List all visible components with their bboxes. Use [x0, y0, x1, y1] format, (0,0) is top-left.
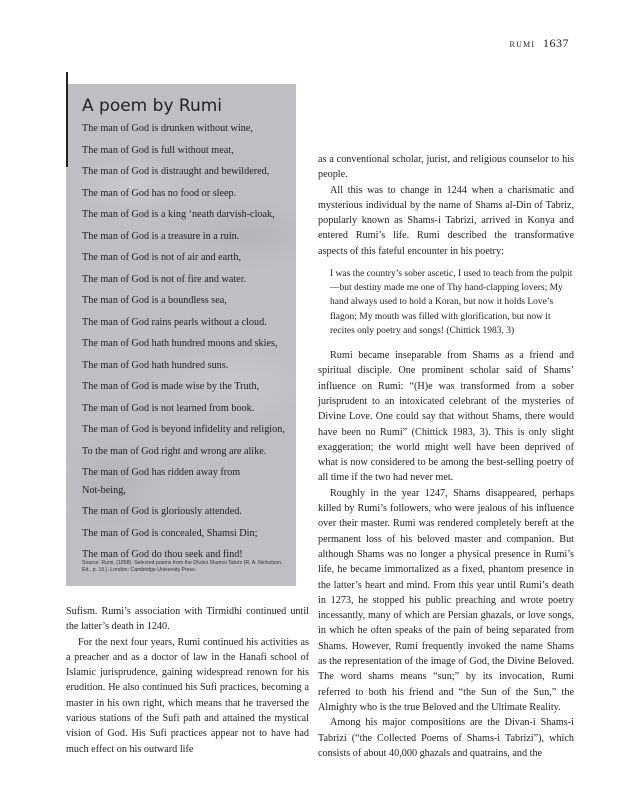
block-quote: I was the country’s sober ascetic, I used to teach from the pulpit—but destiny made me one of Thy hand-clapping lovers; My hand always used to hold a Koran, but now it holds Love’s flagon; My mouth was filled with glorification, but now it recites only poetry and songs! (Chittick 1983, 3): [330, 269, 573, 336]
body-paragraph: Among his major compositions are the Divan-i Shams-i Tabrizi (“the Collected Poems of Shams-i Tabrizi”), which consists of about 40,000 ghazals and quatrains, and the: [318, 717, 574, 759]
poem-line: The man of God is drunken without wine,: [82, 123, 253, 134]
poem-line: The man of God do thou seek and find!: [82, 549, 243, 560]
poem-line: To the man of God right and wrong are alike.: [82, 445, 267, 457]
poem-line: The man of God is not learned from book.: [82, 402, 255, 414]
poem-line: The man of God has ridden away from: [82, 467, 241, 478]
body-paragraph: For the next four years, Rumi continued his activities as a preacher and as a doctor of law in the Hanafi school of Islamic jurisprudence, gaining widespread renown for his erudition. He also continued his Sufi practices, becoming a master in his own right, which means that he traversed the various stations of the Sufi path and attained the mystical vision of God. His Sufi practices appear not to have had much effect on his outward life: [66, 636, 309, 755]
body-paragraph: Rumi became inseparable from Shams as a friend and spiritual disciple. One prominent scholar said of Shams’ influence on Rumi: “(H)e was transformed from a sober jurisprudent to an intoxicated celebrant of the mysteries of Divine Love. One could say that without Shams, there would have been no Rumi” (Chittick 1983, 3). This is only slight exaggeration; the world might well have been deprived of what is now considered to be among the best-selling poetry of all time if the two had never met.: [318, 350, 574, 484]
poem-line: The man of God is beyond infidelity and religion,: [82, 424, 285, 435]
poem-line: The man of God is a boundless sea,: [82, 295, 227, 306]
poem-line: The man of God hath hundred moons and skies,: [82, 338, 278, 349]
running-title: rumi: [509, 38, 536, 50]
poem-line: The man of God is a treasure in a ruin.: [82, 230, 240, 242]
poem-line: The man of God is made wise by the Truth,: [82, 381, 260, 392]
body-paragraph: Sufism. Rumi’s association with Tirmidhi continued until the latter’s death in 1240.: [66, 606, 309, 633]
right-column: [318, 152, 574, 761]
page-number: 1637: [543, 36, 569, 50]
poem-line: The man of God is distraught and bewildered,: [82, 166, 270, 177]
body-paragraph: Roughly in the year 1247, Shams disappeared, perhaps killed by Rumi’s followers, who were jealous of his influence over their master. Rumi was rendered completely bereft at the permanent loss of his beloved master and companion. But although Shams was no longer a physical presence in Rumi’s life, he became immortalized as a fixed, phantom presence in the latter’s heart and mind. From this year until Rumi’s death in 1273, he stopped his public preaching and wrote poetry incessantly, many of which are Persian ghazals, or love songs, in which he often speaks of the pain of being separated from Shams. However, Rumi frequently invoked the name Shams as the representation of the image of God, the Divine Beloved. The word shams means “sun;” by its invocation, Rumi referred to both his friend and “the Sun of the Sun,” the Almighty who is the true Beloved and the Ultimate Reality.: [318, 487, 574, 713]
poem-line: The man of God is not of air and earth,: [82, 252, 241, 263]
poem-line: Not-being,: [82, 484, 126, 496]
poem-line: The man of God is a king ‘neath darvish-cloak,: [82, 209, 275, 220]
body-paragraph: as a conventional scholar, jurist, and religious counselor to his people.: [318, 154, 574, 181]
poem-line: The man of God is concealed, Shamsi Din;: [82, 527, 258, 539]
poem: [82, 122, 297, 562]
poem-line: The man of God rains pearls without a cloud.: [82, 316, 267, 328]
sidebar-rule: [66, 72, 68, 167]
poem-source-citation: Source: Rumi. (1898). Selected poems from the Dīvāni Shamsi Tabrīz (R. A. Nicholson, Ed., p. 15.). London: Cambridge University Press.: [82, 560, 283, 573]
poem-line: The man of God is full without meat,: [82, 144, 234, 156]
sidebar-title: A poem by Rumi: [82, 96, 223, 116]
poem-line: The man of God is not of fire and water.: [82, 273, 247, 285]
running-head: [510, 36, 569, 51]
left-column: [66, 604, 309, 757]
poem-line: The man of God is gloriously attended.: [82, 506, 242, 517]
poem-line: The man of God hath hundred suns.: [82, 359, 229, 371]
poem-line: The man of God has no food or sleep.: [82, 187, 237, 199]
body-paragraph: All this was to change in 1244 when a charismatic and mysterious individual by the name of Shams al-Din of Tabriz, popularly known as Shams-i Tabrizi, arrived in Konya and entered Rumi’s life. Rumi described the transformative aspects of this fateful encounter in his poetry:: [318, 184, 574, 257]
